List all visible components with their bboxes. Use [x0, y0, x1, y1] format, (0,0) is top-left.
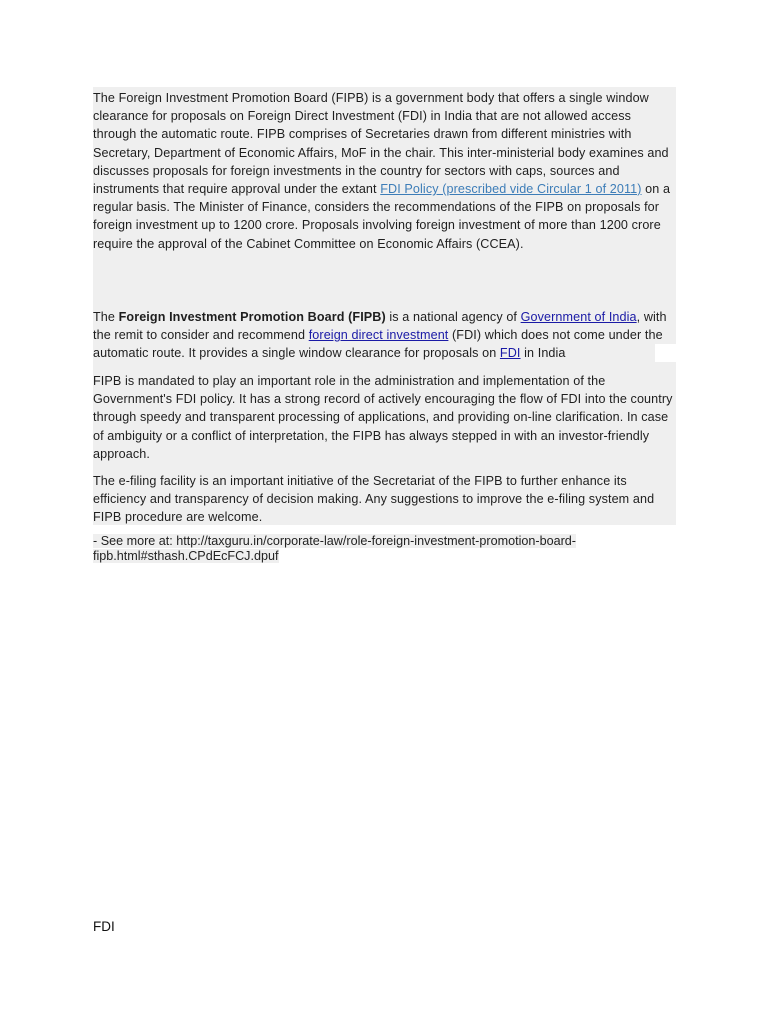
foreign-direct-investment-link[interactable]: foreign direct investment [308, 328, 449, 343]
definition-text-5: in India [520, 346, 566, 361]
footer-label: FDI [93, 919, 115, 934]
definition-text-3: , with the remit to consider and recommend [93, 310, 667, 343]
fdi-link[interactable]: FDI [499, 346, 521, 361]
fipb-mandate-paragraph: FIPB is mandated to play an important role in the administration and implementation of the Government's FDI policy. It has a strong record of actively encouraging the flow of FDI into the country through speedy and transparent processing of applications, and providing on-line clarification. In case of ambiguity or a conflict of interpretation, the FIPB has always stepped in with an investor-friendly approach. [93, 374, 673, 461]
source-note [93, 534, 623, 565]
e-filing-paragraph: The e-filing facility is an important initiative of the Secretariat of the FIPB to further enhance its efficiency and transparency of decision making. Any suggestions to improve the e-filing system and FIPB procedure are welcome. [93, 474, 655, 525]
fipb-bold-name: Foreign Investment Promotion Board (FIPB) [118, 310, 386, 324]
fdi-policy-link[interactable]: FDI Policy (prescribed vide Circular 1 of 2011) [380, 182, 642, 197]
definition-text-1: The [93, 310, 119, 324]
definition-text-4: (FDI) which does not come under the automatic route. It provides a single window clearance for proposals on [93, 328, 663, 361]
fipb-overview-paragraph [93, 89, 676, 253]
source-note-text: - See more at: http://taxguru.in/corporate-law/role-foreign-investment-promotion-board-fipb.html#sthash.CPdEcFCJ.dpuf [93, 534, 576, 564]
definition-text-2: is a national agency of [385, 310, 521, 324]
overview-text-end: on a regular basis. The Minister of Finance, considers the recommendations of the FIPB on proposals for foreign investment up to 1200 crore. Proposals involving foreign investment of more than 1200 crore require the approval of the Cabinet Committee on Economic Affairs (CCEA). [93, 182, 671, 251]
fipb-definition-paragraph [93, 308, 676, 363]
overview-text-start: The Foreign Investment Promotion Board (FIPB) is a government body that offers a single window clearance for proposals on Foreign Direct Investment (FDI) in India that are not allowed access through the automatic route. FIPB comprises of Secretaries drawn from different ministries with Secretary, Department of Economic Affairs, MoF in the chair. This inter-ministerial body examines and discusses proposals for foreign investments in the country for sectors with caps, sources and instruments that require approval under the extant [93, 91, 669, 197]
government-of-india-link[interactable]: Government of India [520, 310, 637, 324]
